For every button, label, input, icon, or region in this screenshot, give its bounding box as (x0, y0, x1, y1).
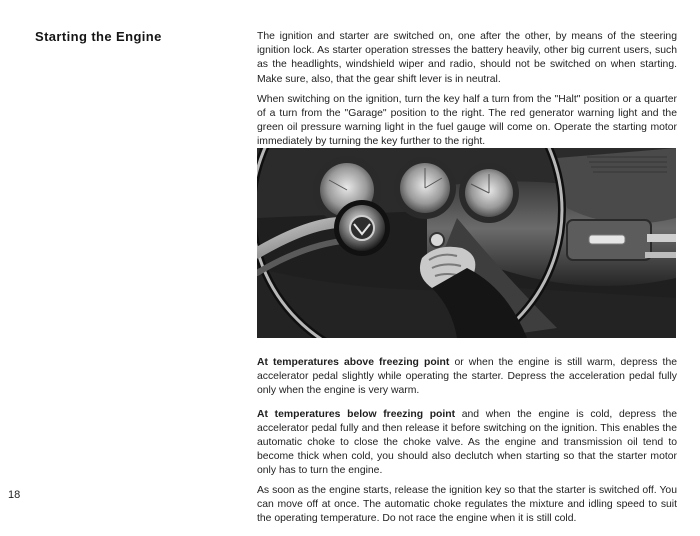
section-heading: Starting the Engine (35, 29, 162, 44)
below-freezing-lead: At temperatures below freezing point (257, 408, 456, 420)
dashboard-photo (257, 148, 676, 338)
page-number: 18 (8, 489, 21, 501)
below-freezing-paragraph (257, 408, 677, 479)
instructions-text (257, 356, 677, 526)
above-freezing-lead: At temperatures above freezing point (257, 357, 450, 368)
above-freezing-text: or when the engine is still warm, depress the accelerator pedal slightly while operating the starter. Depress the acceleration pedal fully only when the engine is very warm. (257, 357, 677, 397)
below-freezing-text: and when the engine is cold, depress the accelerator pedal fully and then release it before switching on the ignition. This enables the automatic choke to close the choke valve. As the engine and transmission oil tend to become thick when cold, you should also declutch when starting so that the starter motor only has to turn the engine. (257, 408, 678, 477)
closing-paragraph: As soon as the engine starts, release the ignition key so that the starter is switched off. You can move off at once. The automatic choke regulates the mixture and idling speed to suit the operating temperature. Do not race the engine when it is still cold. (257, 484, 677, 525)
intro-paragraph-2: When switching on the ignition, turn the key half a turn from the "Halt" position or a quarter of a turn from the "Garage" position to the right. The red generator warning light and the green oil pressure warning light in the fuel gauge will come on. Operate the starting motor immediately by turning the key further to the right. (257, 93, 677, 148)
above-freezing-paragraph (257, 356, 677, 399)
intro-text (257, 30, 677, 150)
intro-paragraph-1: The ignition and starter are switched on, one after the other, by means of the steering ignition lock. As starter operation stresses the battery heavily, other big current users, such as the headlights, windshield wiper and radio, should not be switched on when starting. Make sure, also, that the gear shift lever is in neutral. (257, 31, 677, 85)
